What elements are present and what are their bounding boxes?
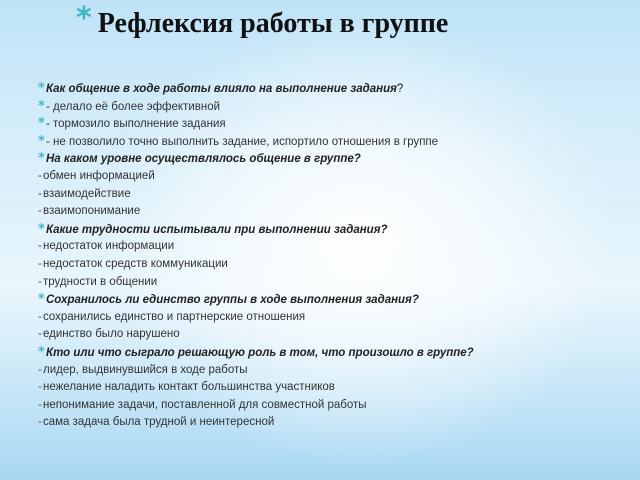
line-text: сохранились единство и партнерские отношения <box>43 310 306 323</box>
slide-title: Рефлексия работы в группе <box>97 8 449 39</box>
bullet-marker: * <box>38 221 45 237</box>
answer-line <box>38 115 628 133</box>
bullet-marker: * <box>38 292 45 308</box>
line-text: Кто или что сыграло решающую роль в том, что произошло в группе? <box>46 346 474 359</box>
line-text: непонимание задачи, поставленной для совместной работы <box>43 398 367 411</box>
line-text: - делало её более эффективной <box>46 100 221 113</box>
answer-line <box>38 362 628 380</box>
line-text: Сохранилось ли единство группы в ходе выполнения задания? <box>46 294 419 307</box>
line-text: взаимодействие <box>43 187 131 200</box>
question-line <box>38 221 628 239</box>
dash-marker: - <box>38 257 42 270</box>
line-text: недостаток информации <box>43 240 175 253</box>
question-line <box>38 344 628 362</box>
line-text: - тормозило выполнение задания <box>46 118 226 131</box>
bullet-marker: * <box>38 344 45 360</box>
answer-line <box>38 168 628 186</box>
question-line <box>38 150 628 168</box>
dash-marker: - <box>38 275 42 288</box>
answer-line <box>38 238 628 256</box>
line-text: недостаток средств коммуникации <box>43 257 228 270</box>
answer-line <box>38 379 628 397</box>
dash-marker: - <box>38 328 42 341</box>
line-text: сама задача была трудной и неинтересной <box>43 416 275 429</box>
bullet-marker: * <box>38 133 45 149</box>
bullet-marker: * <box>38 81 45 96</box>
answer-line <box>38 414 628 432</box>
dash-marker: - <box>38 381 42 394</box>
dash-marker: - <box>38 169 42 182</box>
line-text: лидер, выдвинувшийся в ходе работы <box>43 363 248 376</box>
answer-line <box>38 309 628 327</box>
line-text: нежелание наладить контакт большинства участников <box>43 381 335 394</box>
dash-marker: - <box>38 205 42 218</box>
line-text: Как общение в ходе работы влияло на выполнение задания <box>46 83 397 95</box>
dash-marker: - <box>38 310 42 323</box>
question-line <box>38 291 628 309</box>
question-tail: ? <box>396 83 404 95</box>
answer-line <box>38 203 628 221</box>
answer-line <box>38 98 628 116</box>
answer-line <box>38 274 628 292</box>
line-text: обмен информацией <box>43 169 155 182</box>
bullet-marker: * <box>38 151 45 167</box>
answer-line <box>38 397 628 415</box>
answer-line <box>38 326 628 344</box>
title-row <box>76 2 448 46</box>
dash-marker: - <box>38 363 42 376</box>
answer-line <box>38 256 628 274</box>
answer-line <box>38 186 628 204</box>
question-line <box>38 80 628 98</box>
line-text: - не позволило точно выполнить задание, испортило отношения в группе <box>46 135 439 148</box>
line-text: единство было нарушено <box>43 328 180 341</box>
line-text: взаимопонимание <box>43 205 141 218</box>
dash-marker: - <box>38 398 42 411</box>
dash-marker: - <box>38 187 42 200</box>
bullet-marker: * <box>38 98 45 114</box>
dash-marker: - <box>38 240 42 253</box>
line-text: На каком уровне осуществлялось общение в группе? <box>46 153 361 166</box>
title-bullet: * <box>76 1 92 36</box>
slide-content <box>38 80 628 432</box>
bullet-marker: * <box>38 116 45 132</box>
line-text: трудности в общении <box>43 275 158 288</box>
line-text: Какие трудности испытывали при выполнении задания? <box>46 223 388 236</box>
dash-marker: - <box>38 416 42 429</box>
answer-line <box>38 133 628 151</box>
